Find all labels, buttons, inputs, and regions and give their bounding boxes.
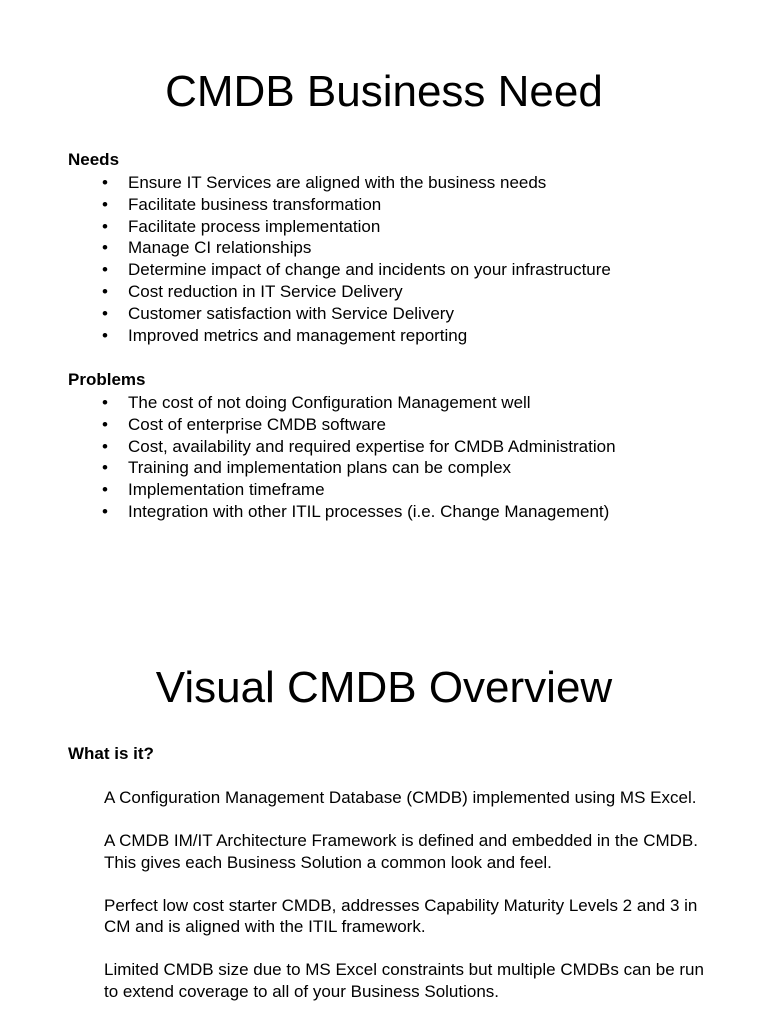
bullet-icon: • — [102, 501, 108, 521]
bullet-icon: • — [102, 281, 108, 301]
bullet-icon: • — [102, 414, 108, 434]
bullet-icon: • — [102, 325, 108, 345]
bullet-icon: • — [102, 480, 108, 500]
bullet-icon: • — [102, 303, 108, 323]
overview-paragraph: Perfect low cost starter CMDB, addresses Capability Maturity Levels 2 and 3 in CM and is aligned with the ITIL framework. — [104, 895, 698, 936]
bullet-icon: • — [102, 436, 108, 456]
bullet-icon: • — [102, 238, 108, 258]
bullet-icon: • — [102, 173, 108, 192]
bullet-icon: • — [102, 458, 108, 478]
needs-item-text: Customer satisfaction with Service Delivery — [128, 303, 454, 323]
problems-item-text: Cost of enterprise CMDB software — [128, 414, 386, 434]
bullet-icon: • — [102, 194, 108, 214]
overview-paragraph: A CMDB IM/IT Architecture Framework is defined and embedded in the CMDB. This gives each Business Solution a common look and feel. — [104, 831, 698, 872]
slide-title-overview: Visual CMDB Overview — [155, 663, 613, 712]
needs-item-text: Cost reduction in IT Service Delivery — [128, 281, 403, 301]
what-is-it-heading: What is it? — [68, 744, 154, 763]
bullet-icon: • — [102, 216, 108, 236]
problems-item-text: The cost of not doing Configuration Management well — [128, 393, 531, 412]
problems-item-text: Training and implementation plans can be complex — [128, 458, 512, 478]
problems-item-text: Integration with other ITIL processes (i.e. Change Management) — [128, 501, 610, 521]
needs-item-text: Ensure IT Services are aligned with the business needs — [128, 173, 547, 192]
slide-title-business-need: CMDB Business Need — [165, 67, 603, 116]
problems-item-text: Cost, availability and required expertise for CMDB Administration — [128, 436, 616, 456]
overview-paragraphs — [104, 787, 704, 1024]
needs-item-text: Facilitate business transformation — [128, 194, 382, 214]
problems-heading: Problems — [68, 370, 146, 389]
bullet-icon: • — [102, 393, 108, 412]
needs-item-text: Improved metrics and management reporting — [128, 325, 468, 345]
problems-item-text: Implementation timeframe — [128, 480, 325, 500]
overview-paragraph: A Configuration Management Database (CMDB) implemented using MS Excel. — [104, 788, 697, 807]
needs-item-text: Facilitate process implementation — [128, 216, 381, 236]
overview-paragraph: Limited CMDB size due to MS Excel constraints but multiple CMDBs can be run to extend coverage to all of your Business Solutions. — [104, 960, 704, 1001]
needs-heading: Needs — [68, 150, 120, 169]
bullet-icon: • — [102, 260, 108, 280]
needs-item-text: Manage CI relationships — [128, 238, 312, 258]
needs-item-text: Determine impact of change and incidents on your infrastructure — [128, 260, 611, 280]
